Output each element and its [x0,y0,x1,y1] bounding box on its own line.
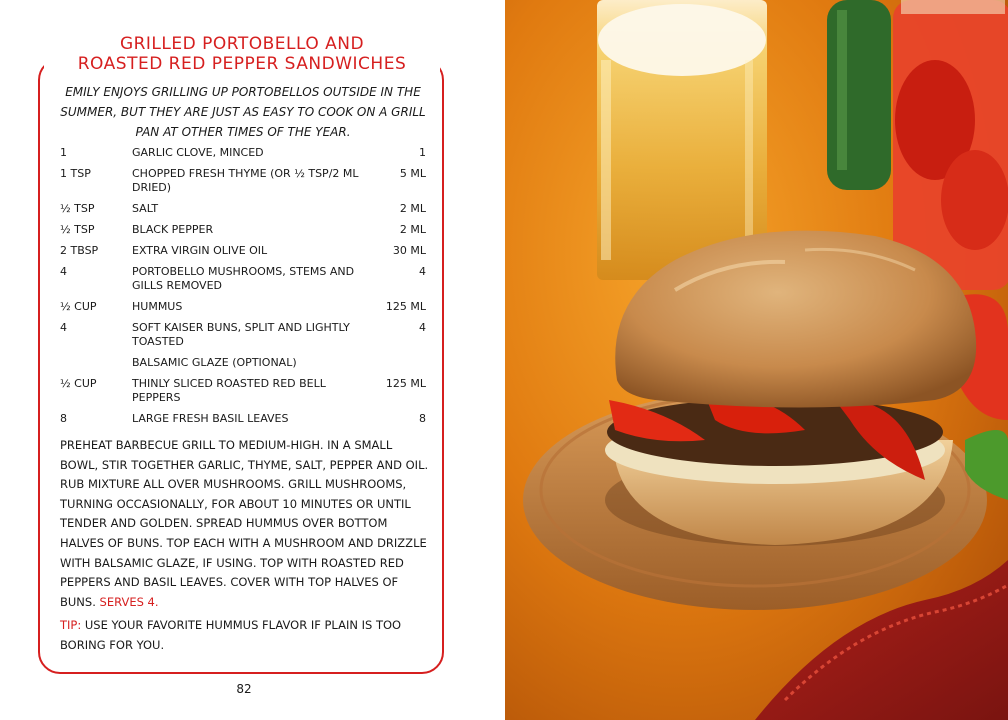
ingredient-metric: 4 [419,321,426,334]
ingredient-name: GARLIC CLOVE, MINCED [132,146,264,159]
ingredient-name: BLACK PEPPER [132,223,214,236]
ingredient-row [60,300,426,314]
ingredient-quantity: 2 TBSP [60,244,99,257]
sandwich-photo [505,0,1008,720]
ingredient-row [60,356,426,370]
ingredient-metric: 5 ML [399,167,426,180]
ingredient-quantity: 8 [60,412,67,425]
ingredient-quantity: ½ TSP [60,202,95,215]
ingredient-quantity: ½ TSP [60,223,95,236]
recipe-intro: EMILY ENJOYS GRILLING UP PORTOBELLOS OUTSIDE IN THE SUMMER, BUT THEY ARE JUST AS EASY TO COOK ON A GRILL PAN AT OTHER TIMES OF THE YEAR. [60,85,426,139]
ingredient-name: CHOPPED FRESH THYME (OR ½ TSP/2 ML DRIED) [132,167,359,194]
ingredient-quantity: ½ CUP [60,300,97,313]
ingredient-name: EXTRA VIRGIN OLIVE OIL [132,244,268,257]
ingredient-metric: 125 ML [385,377,426,390]
ingredient-metric: 30 ML [392,244,426,257]
ingredient-row [60,377,426,405]
recipe-method [60,436,432,612]
ingredient-quantity: 1 TSP [60,167,91,180]
ingredient-quantity: ½ CUP [60,377,97,390]
ingredient-metric: 2 ML [399,223,426,236]
ingredient-row [60,223,426,237]
ingredient-name: SOFT KAISER BUNS, SPLIT AND LIGHTLY TOASTED [132,321,350,348]
ingredient-quantity: 4 [60,321,67,334]
ingredient-row [60,202,426,216]
tip-label: TIP: [60,618,82,632]
ingredient-list [60,146,426,433]
recipe-title-line-2: ROASTED RED PEPPER SANDWICHES [77,54,407,74]
method-text: PREHEAT BARBECUE GRILL TO MEDIUM-HIGH. IN A SMALL BOWL, STIR TOGETHER GARLIC, THYME, SALT, PEPPER AND OIL. RUB MIXTURE ALL OVER MUSHROOMS. GRILL MUSHROOMS, TURNING OCCASIONALLY, FOR ABOUT 10 MINUTES OR UNTIL TENDER AND GOLDEN. SPREAD HUMMUS OVER BOTTOM HALVES OF BUNS. TOP EACH WITH A MUSHROOM AND DRIZZLE WITH BALSAMIC GLAZE, IF USING. TOP WITH ROASTED RED PEPPERS AND BASIL LEAVES. COVER WITH TOP HALVES OF BUNS. [60,438,429,609]
ingredient-row [60,265,426,293]
serves-label: SERVES 4. [99,594,159,609]
ingredient-quantity: 4 [60,265,67,278]
recipe-title-line-1: GRILLED PORTOBELLO AND [119,34,365,54]
green-bottle-icon [827,0,891,190]
page-number: 82 [236,682,252,696]
tip-text: USE YOUR FAVORITE HUMMUS FLAVOR IF PLAIN IS TOO BORING FOR YOU. [60,618,402,652]
ingredient-metric: 1 [419,146,426,159]
ingredient-metric: 2 ML [399,202,426,215]
ingredient-row [60,167,426,195]
ingredient-quantity: 1 [60,146,67,159]
ingredient-name: BALSAMIC GLAZE (OPTIONAL) [132,356,297,369]
ingredient-metric: 125 ML [385,300,426,313]
ingredient-name: THINLY SLICED ROASTED RED BELL PEPPERS [132,377,326,404]
ingredient-metric: 4 [419,265,426,278]
ingredient-name: HUMMUS [132,300,183,313]
ingredient-name: LARGE FRESH BASIL LEAVES [132,412,289,425]
ingredient-row [60,244,426,258]
ingredient-name: SALT [132,202,159,215]
ingredient-row [60,321,426,349]
recipe-title [40,34,444,74]
ingredient-row [60,146,426,160]
ingredient-name: PORTOBELLO MUSHROOMS, STEMS AND GILLS REMOVED [132,265,355,292]
recipe-tip [60,616,432,655]
ingredient-row [60,412,426,426]
pepper-jar-icon [893,0,1008,290]
ingredient-metric: 8 [419,412,426,425]
